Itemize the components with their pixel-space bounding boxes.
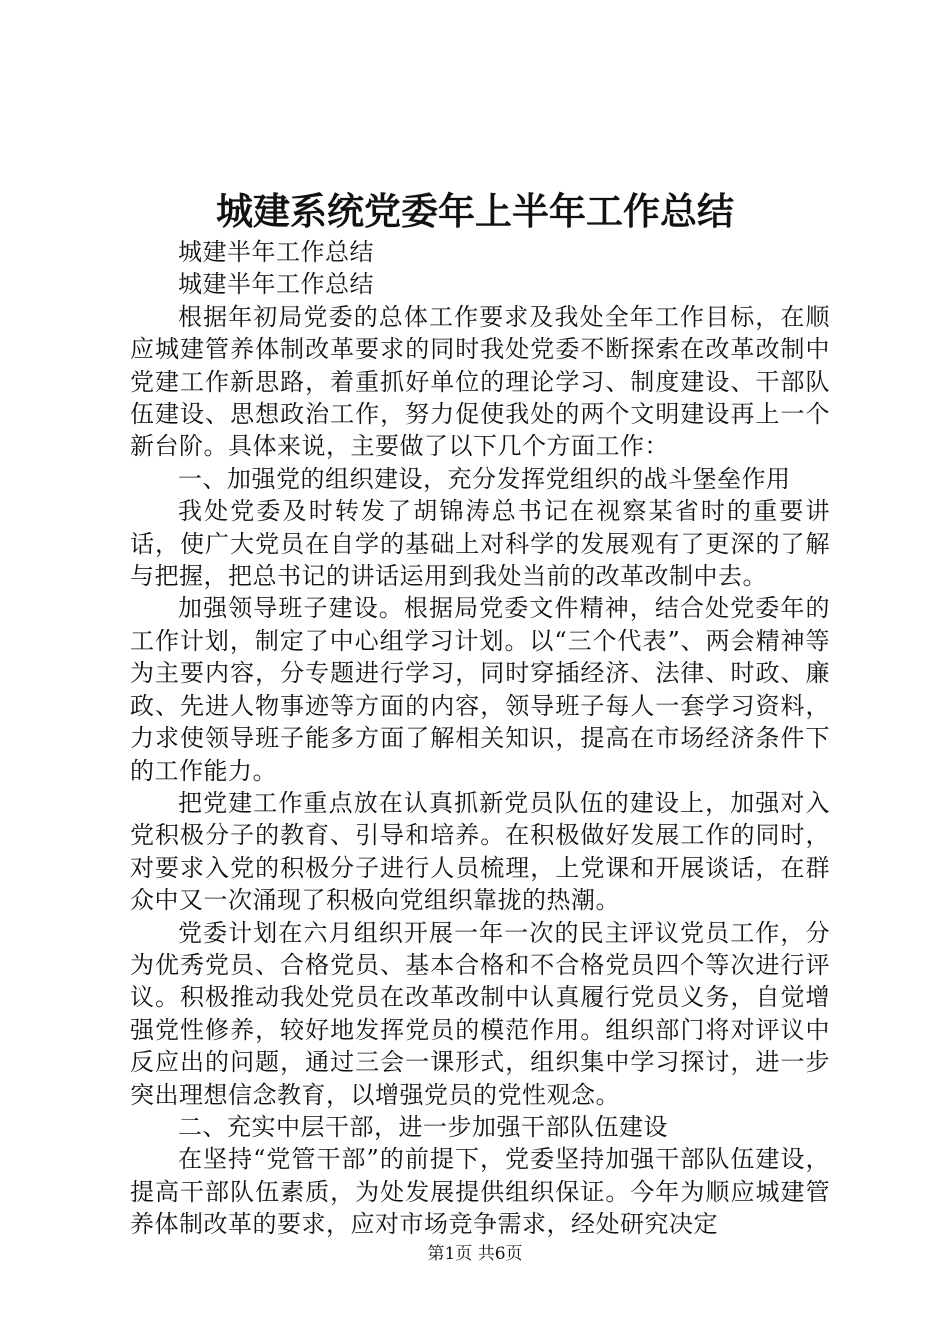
paragraph: 在坚持“党管干部”的前提下，党委坚持加强干部队伍建设，提高干部队伍素质，为处发展提供组织保证。今年为顺应城建管养体制改革的要求，应对市场竞争需求，经处研究决定 bbox=[130, 1145, 830, 1239]
paragraph: 我处党委及时转发了胡锦涛总书记在视察某省时的重要讲话，使广大党员在自学的基础上对科学的发展观有了更深的了解与把握，把总书记的讲话运用到我处当前的改革改制中去。 bbox=[130, 497, 830, 591]
section-heading: 二、充实中层干部，进一步加强干部队伍建设 bbox=[178, 1112, 668, 1141]
document-title: 城建系统党委年上半年工作总结 bbox=[216, 189, 734, 233]
paragraph: 把党建工作重点放在认真抓新党员队伍的建设上，加强对入党积极分子的教育、引导和培养。在积极做好发展工作的同时，对要求入党的积极分子进行人员梳理，上党课和开展谈话，在群众中又一次涌现了积极向党组织靠拢的热潮。 bbox=[130, 788, 830, 915]
paragraph: 城建半年工作总结 bbox=[178, 270, 374, 299]
page-number: 第1页 bbox=[427, 1244, 473, 1264]
paragraph: 党委计划在六月组织开展一年一次的民主评议党员工作，分为优秀党员、合格党员、基本合格和不合格党员四个等次进行评议。积极推动我处党员在改革改制中认真履行党员义务，自觉增强党性修养，较好地发挥党员的模范作用。组织部门将对评议中反应出的问题，通过三会一课形式，组织集中学习探讨，进一步突出理想信念教育，以增强党员的党性观念。 bbox=[130, 918, 830, 1109]
document-body bbox=[130, 236, 830, 1241]
paragraph: 根据年初局党委的总体工作要求及我处全年工作目标，在顺应城建管养体制改革要求的同时我处党委不断探索在改革改制中党建工作新思路，着重抓好单位的理论学习、制度建设、干部队伍建设、思想政治工作，努力促使我处的两个文明建设再上一个新台阶。具体来说，主要做了以下几个方面工作： bbox=[130, 302, 830, 461]
paragraph: 加强领导班子建设。根据局党委文件精神，结合处党委年的工作计划，制定了中心组学习计划。以“三个代表”、两会精神等为主要内容，分专题进行学习，同时穿插经济、法律、时政、廉政、先进人物事迹等方面的内容，领导班子每人一套学习资料，力求使领导班子能多方面了解相关知识，提高在市场经济条件下的工作能力。 bbox=[130, 594, 830, 785]
page-total: 共6页 bbox=[477, 1244, 523, 1264]
section-heading: 一、加强党的组织建设，充分发挥党组织的战斗堡垒作用 bbox=[178, 464, 791, 493]
paragraph: 城建半年工作总结 bbox=[178, 238, 374, 266]
page-footer bbox=[0, 1243, 950, 1265]
